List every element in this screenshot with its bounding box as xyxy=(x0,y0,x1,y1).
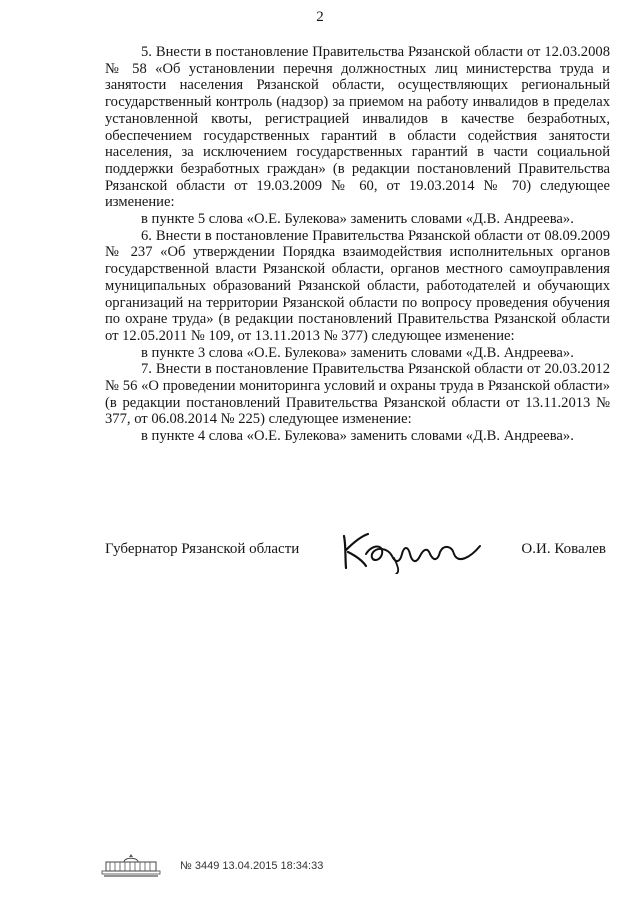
registration-footer: № 3449 13.04.2015 18:34:33 xyxy=(180,860,324,872)
signatory-title: Губернатор Рязанской области xyxy=(105,541,300,557)
paragraph-item-7: 7. Внести в постановление Правительства Рязанской области от 20.03.2012 № 56 «О проведении мониторинга условий и охраны труда в Рязанской области» (в редакции постановлений Правительства Рязанской области от 13.11.2013 № 377, от 06.08.2014 № 225) следующее изменение: xyxy=(105,361,610,428)
page-number: 2 xyxy=(316,9,324,25)
building-stamp-icon xyxy=(100,852,162,878)
paragraph-item-5-change: в пункте 5 слова «О.Е. Булекова» заменить словами «Д.В. Андреева». xyxy=(141,211,574,228)
paragraph-item-6-change: в пункте 3 слова «О.Е. Булекова» заменить словами «Д.В. Андреева». xyxy=(141,344,574,361)
paragraph-item-5: 5. Внести в постановление Правительства Рязанской области от 12.03.2008 № 58 «Об установлении перечня должностных лиц министерства труда и занятости населения Рязанской области, осуществляющих региональный государственный контроль (надзор) за приемом на работу инвалидов в пределах установленной квоты, регистрацией инвалидов в качестве безработных, обеспечением государственных гарантий в области содействия занятости населения, за исключением государственных гарантий в части социальной поддержки безработных граждан» (в редакции постановлений Правительства Рязанской области от 19.03.2009 № 60, от 19.03.2014 № 70) следующее изменение: xyxy=(105,44,610,211)
paragraph-item-6: 6. Внести в постановление Правительства Рязанской области от 08.09.2009 № 237 «Об утверждении Порядка взаимодействия исполнительных органов государственной власти Рязанской области, органов местного самоуправления муниципальных образований Рязанской области, работодателей и обучающих организаций на территории Рязанской области по вопросу проведения обучения по охране труда» (в редакции постановлений Правительства Рязанской области от 12.05.2011 № 109, от 13.11.2013 № 377) следующее изменение: xyxy=(105,227,610,344)
document-body xyxy=(105,44,610,445)
signatory-name: О.И. Ковалев xyxy=(521,541,606,557)
handwritten-signature xyxy=(336,524,486,574)
paragraph-item-7-change: в пункте 4 слова «О.Е. Булекова» заменить словами «Д.В. Андреева». xyxy=(141,428,574,445)
